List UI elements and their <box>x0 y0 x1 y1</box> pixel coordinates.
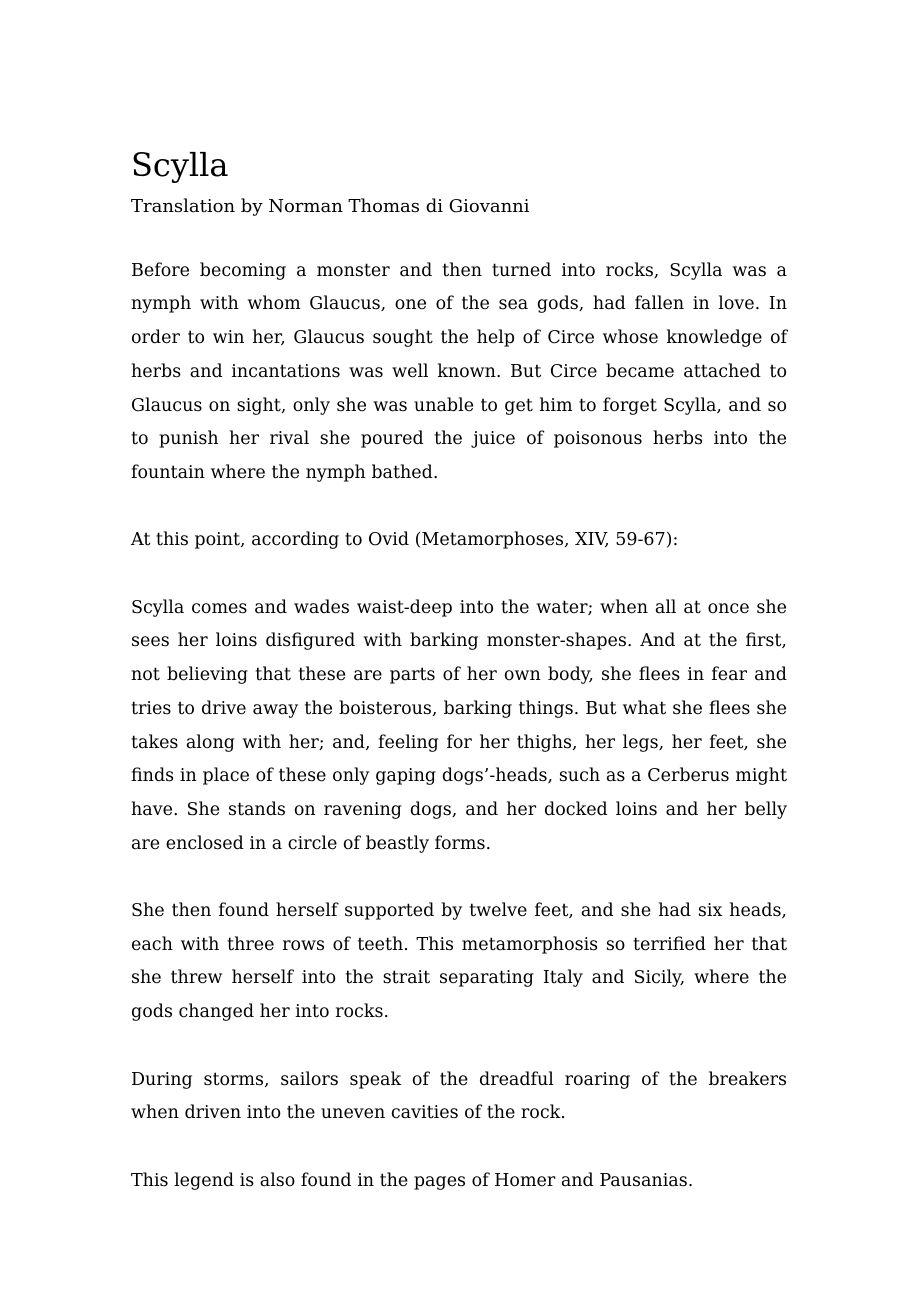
paragraph-metamorphosis: She then found herself supported by twelve feet, and she had six heads, each with three rows of teeth. This metamorphosis so terrified her that she threw herself into the strait separating Italy and Sicily, where the gods changed her into rocks. <box>131 901 787 1023</box>
page-subtitle: Translation by Norman Thomas di Giovanni <box>131 196 530 217</box>
page-title: Scylla <box>131 146 229 184</box>
paragraph-intro: Before becoming a monster and then turned into rocks, Scylla was a nymph with whom Glaucus, one of the sea gods, had fallen in love. In order to win her, Glaucus sought the help of Circe whose knowledge of herbs and incantations was well known. But Circe became attached to Glaucus on sight, only she was unable to get him to forget Scylla, and so to punish her rival she poured the juice of poisonous herbs into the fountain where the nymph bathed. <box>131 260 787 483</box>
paragraph-storms: During storms, sailors speak of the dreadful roaring of the breakers when driven into the uneven cavities of the rock. <box>131 1069 787 1124</box>
paragraph-ovid-reference: At this point, according to Ovid (Metamorphoses, XIV, 59-67): <box>131 530 679 551</box>
paragraph-ovid-quote: Scylla comes and wades waist-deep into the water; when all at once she sees her loins disfigured with barking monster-shapes. And at the first, not believing that these are parts of her own body, she flees in fear and tries to drive away the boisterous, barking things. But what she flees she takes along with her; and, feeling for her thighs, her legs, her feet, she finds in place of these only gaping dogs’-heads, such as a Cerberus might have. She stands on ravening dogs, and her docked loins and her belly are enclosed in a circle of beastly forms. <box>131 597 787 854</box>
paragraph-legend-sources: This legend is also found in the pages of Homer and Pausanias. <box>131 1170 694 1191</box>
article-body <box>131 255 787 1199</box>
